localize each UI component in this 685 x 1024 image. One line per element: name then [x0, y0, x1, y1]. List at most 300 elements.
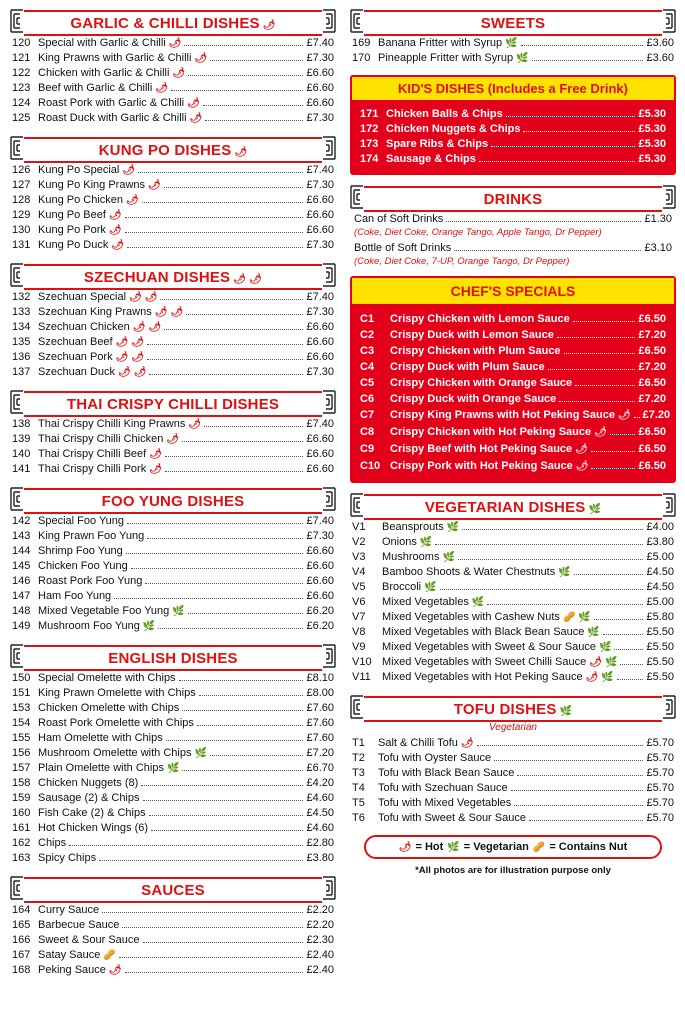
chefs-specials-block	[350, 276, 676, 483]
item-number: 172	[360, 123, 379, 135]
item-number: 169	[352, 37, 371, 49]
item-price: £7.20	[642, 409, 671, 421]
item-name: Fish Cake (2) & Chips	[38, 807, 146, 819]
chefs-specials-title: CHEF'S SPECIALS	[352, 278, 674, 306]
item-number: 166	[12, 934, 31, 946]
menu-item-row	[352, 751, 674, 766]
section-header-bar	[364, 696, 662, 722]
leader-dots	[149, 374, 303, 375]
item-number: 124	[12, 97, 31, 109]
hot-icon: 🌶	[122, 165, 136, 176]
hot-icon: 🌶	[575, 461, 589, 472]
section-header	[10, 643, 336, 669]
vegetarian-icon: 🌿	[419, 537, 433, 548]
menu-item-row	[12, 791, 334, 806]
item-name: Hot Chicken Wings (6)	[38, 822, 149, 834]
item-number: C6	[360, 393, 375, 405]
item-price: £3.60	[646, 37, 674, 49]
item-name: Mixed Vegetables with Sweet & Sour Sauce 🌿	[382, 641, 612, 653]
item-name: Sweet & Sour Sauce	[38, 934, 140, 946]
section-garlic-chilli	[10, 8, 336, 126]
hot-icon: 🌶	[108, 225, 122, 236]
item-price: £6.60	[306, 590, 334, 602]
menu-item-row	[352, 152, 674, 167]
section-items	[350, 736, 676, 826]
item-price: £6.60	[306, 351, 334, 363]
section-title: THAI CRISPY CHILLI DISHES	[66, 395, 280, 413]
leader-dots	[462, 529, 643, 530]
item-price: £6.60	[306, 67, 334, 79]
menu-item-row	[12, 686, 334, 701]
menu-item-row	[12, 365, 334, 380]
item-price: £3.60	[646, 52, 674, 64]
item-price: £6.60	[306, 463, 334, 475]
menu-item-row	[352, 610, 674, 625]
item-number: V11	[352, 671, 371, 683]
menu-item-row	[12, 163, 334, 178]
item-number: T6	[352, 812, 365, 824]
item-name: Thai Crispy Chilli Chicken 🌶	[38, 433, 180, 445]
item-price: £6.60	[306, 433, 334, 445]
item-price: £5.00	[646, 551, 674, 563]
section-items	[10, 671, 336, 866]
hot-icon: 🌶	[460, 738, 474, 749]
menu-item-row	[352, 343, 674, 359]
item-number: 160	[12, 807, 31, 819]
vegetarian-icon: 🌿	[599, 642, 612, 653]
item-name: Crispy King Prawns with Hot Peking Sauce 🌶	[390, 409, 631, 421]
menu-item-row	[12, 589, 334, 604]
kids-dishes-title: KID'S DISHES (Includes a Free Drink)	[352, 77, 674, 102]
hot-icon: 🌶	[166, 434, 180, 445]
item-price: £7.40	[306, 515, 334, 527]
item-number: 171	[360, 108, 379, 120]
hot-icon: 🌶	[594, 427, 607, 438]
menu-item-row	[12, 36, 334, 51]
corner-bracket-ornament	[662, 8, 676, 22]
leader-dots	[99, 860, 303, 861]
leader-dots	[458, 559, 644, 560]
corner-bracket-ornament	[10, 135, 24, 149]
leader-dots	[494, 760, 643, 761]
item-price: £5.50	[646, 671, 674, 683]
leader-dots	[119, 957, 304, 958]
leader-dots	[182, 710, 303, 711]
leader-dots	[557, 337, 636, 338]
leader-dots	[594, 619, 644, 620]
section-items	[10, 290, 336, 380]
item-number: C9	[360, 443, 375, 455]
item-number: 122	[12, 67, 31, 79]
item-name: Kung Po Chicken 🌶	[38, 194, 139, 206]
section-items	[10, 514, 336, 634]
corner-bracket-ornament	[10, 875, 24, 889]
item-number: 131	[12, 239, 31, 251]
item-name: Mushrooms 🌿	[382, 551, 455, 563]
menu-item-row	[12, 223, 334, 238]
vegetarian-icon: 🌿	[516, 53, 529, 64]
menu-item-row	[12, 96, 334, 111]
item-price: £7.20	[638, 393, 666, 405]
item-price: £6.50	[638, 443, 666, 455]
item-number: 126	[12, 164, 31, 176]
item-number: 162	[12, 837, 31, 849]
vegetarian-icon: 🌿	[172, 606, 185, 617]
menu-item-row	[352, 441, 674, 458]
hot-icon: 🌶	[132, 322, 146, 333]
leader-dots	[158, 628, 303, 629]
section-title: TOFU DISHES 🌿	[453, 700, 573, 718]
drink-name: Bottle of Soft Drinks	[354, 242, 452, 254]
item-number: 123	[12, 82, 31, 94]
item-name: Chicken Nuggets & Chips	[386, 123, 521, 135]
menu-item-row	[12, 776, 334, 791]
hot-icon: 🌶	[188, 419, 202, 430]
item-name: King Prawns with Garlic & Chilli 🌶	[38, 52, 208, 64]
section-tofu	[350, 694, 676, 826]
hot-icon: 🌶	[249, 273, 263, 285]
menu-item-row	[352, 375, 674, 391]
menu-item-row	[352, 311, 674, 327]
corner-bracket-ornament	[10, 262, 24, 276]
item-number: 138	[12, 418, 31, 430]
vegetarian-icon: 🌿	[559, 705, 573, 717]
item-price: £5.30	[638, 138, 666, 150]
item-price: £5.50	[646, 641, 674, 653]
item-number: V3	[352, 551, 366, 563]
menu-item-row	[12, 432, 334, 447]
item-number: 174	[360, 153, 379, 165]
drink-options-note: (Coke, Diet Coke, Orange Tango, Apple Tango, Dr Pepper)	[354, 227, 602, 238]
menu-item-row	[352, 458, 674, 475]
item-number: C10	[360, 460, 381, 472]
item-number: 167	[12, 949, 31, 961]
menu-item-row	[352, 670, 674, 685]
item-number: T3	[352, 767, 365, 779]
menu-item-row	[12, 51, 334, 66]
item-price: £7.30	[306, 306, 334, 318]
item-number: 144	[12, 545, 31, 557]
leader-dots	[435, 544, 643, 545]
leader-dots	[182, 770, 303, 771]
kids-dishes-block	[350, 75, 676, 175]
leader-dots	[186, 314, 303, 315]
leader-dots	[188, 75, 303, 76]
section-header	[10, 389, 336, 415]
item-number: V10	[352, 656, 372, 668]
item-price: £6.60	[306, 545, 334, 557]
menu-item-row	[352, 781, 674, 796]
leader-dots	[197, 725, 304, 726]
item-name: Plain Omelette with Chips 🌿	[38, 762, 180, 774]
item-number: 147	[12, 590, 31, 602]
menu-item-row	[12, 305, 334, 320]
leader-dots	[634, 417, 640, 418]
menu-item-row	[12, 111, 334, 126]
hot-icon: 🌶	[155, 83, 169, 94]
leader-dots	[548, 369, 636, 370]
hot-icon: 🌶	[131, 337, 145, 348]
item-name: Roast Duck with Garlic & Chilli 🌶	[38, 112, 203, 124]
item-number: 135	[12, 336, 31, 348]
leader-dots	[564, 353, 636, 354]
menu-item-row	[12, 574, 334, 589]
hot-icon: 🌶	[129, 292, 142, 303]
item-name: Curry Sauce	[38, 904, 100, 916]
item-number: 149	[12, 620, 31, 632]
hot-icon: 🌶	[617, 410, 631, 421]
menu-item-row	[352, 359, 674, 375]
section-header	[350, 492, 676, 518]
item-price: £6.50	[638, 426, 666, 438]
section-header	[10, 262, 336, 288]
leader-dots	[114, 598, 303, 599]
leader-dots	[188, 613, 304, 614]
leader-dots	[125, 232, 304, 233]
item-name: Chicken Nuggets (8)	[38, 777, 139, 789]
section-english	[10, 643, 336, 866]
leader-dots	[532, 60, 644, 61]
section-header	[350, 8, 676, 34]
item-name: Crispy Duck with Plum Sauce	[390, 361, 545, 373]
vegetarian-icon: 🌿	[588, 503, 602, 515]
item-name: Crispy Chicken with Orange Sauce	[390, 377, 573, 389]
item-name: Mushroom Foo Yung 🌿	[38, 620, 156, 632]
leader-dots	[143, 800, 304, 801]
vegetarian-icon: 🌿	[578, 612, 591, 623]
section-items	[10, 36, 336, 126]
item-price: £7.30	[306, 179, 334, 191]
item-name: Salt & Chilli Tofu 🌶	[378, 737, 474, 749]
hot-icon: 🌶	[233, 273, 247, 285]
menu-item-row	[12, 417, 334, 432]
menu-item-row	[12, 350, 334, 365]
hot-icon: 🌶	[111, 240, 125, 251]
menu-item-row	[12, 948, 334, 963]
corner-bracket-ornament	[322, 486, 336, 500]
item-name: Roast Pork Foo Yung	[38, 575, 143, 587]
leader-dots	[125, 217, 304, 218]
item-name: Beansprouts 🌿	[382, 521, 460, 533]
item-price: £2.30	[306, 934, 334, 946]
item-name: Chicken Foo Yung	[38, 560, 128, 572]
hot-icon: 🌶	[118, 367, 131, 378]
leader-dots	[454, 250, 641, 251]
item-price: £3.80	[646, 536, 674, 548]
item-number: 155	[12, 732, 31, 744]
menu-item-row	[352, 766, 674, 781]
hot-icon: 🌶	[170, 307, 184, 318]
section-items	[10, 903, 336, 978]
item-price: £4.60	[306, 792, 334, 804]
item-name: Szechuan Beef 🌶 🌶	[38, 336, 145, 348]
item-price: £7.60	[306, 702, 334, 714]
item-price: £5.80	[646, 611, 674, 623]
section-header-bar	[24, 137, 322, 163]
item-name: Sausage (2) & Chips	[38, 792, 140, 804]
leader-dots	[203, 105, 304, 106]
item-name: King Prawn Foo Yung	[38, 530, 145, 542]
menu-item-row	[12, 761, 334, 776]
leader-dots	[141, 785, 303, 786]
item-number: V7	[352, 611, 366, 623]
leader-dots	[210, 60, 303, 61]
item-number: T4	[352, 782, 365, 794]
menu-item-row	[12, 836, 334, 851]
menu-item-row	[12, 193, 334, 208]
hot-icon: 🌶	[115, 337, 129, 348]
menu-item-row	[12, 933, 334, 948]
hot-key-label: = Hot	[415, 841, 444, 853]
item-number: 125	[12, 112, 31, 124]
leader-dots	[165, 456, 304, 457]
item-number: 127	[12, 179, 31, 191]
menu-item-row	[12, 619, 334, 634]
leader-dots	[147, 344, 303, 345]
item-number: C5	[360, 377, 375, 389]
leader-dots	[122, 927, 303, 928]
item-price: £2.40	[306, 964, 334, 976]
veg-key-label: = Vegetarian	[463, 841, 529, 853]
corner-bracket-ornament	[322, 643, 336, 657]
menu-item-row	[12, 731, 334, 746]
vegetarian-icon: 🌿	[446, 522, 460, 533]
item-name: Spare Ribs & Chips	[386, 138, 489, 150]
menu-item-row	[352, 535, 674, 550]
item-name: Broccoli 🌿	[382, 581, 437, 593]
leader-dots	[614, 649, 643, 650]
item-price: £7.20	[638, 361, 666, 373]
hot-icon: 🌶	[262, 19, 276, 31]
drinks-items	[350, 212, 676, 267]
hot-icon: 🌶	[168, 38, 182, 49]
item-number: 140	[12, 448, 31, 460]
leader-dots	[143, 942, 304, 943]
section-items	[350, 520, 676, 685]
item-name: Chicken Omelette with Chips	[38, 702, 180, 714]
leader-dots	[184, 45, 303, 46]
item-number: 157	[12, 762, 31, 774]
menu-item-row	[352, 520, 674, 535]
item-name: Kung Po Pork 🌶	[38, 224, 122, 236]
item-price: £5.30	[638, 123, 666, 135]
item-name: Chips	[38, 837, 67, 849]
leader-dots	[164, 329, 303, 330]
kids-dishes-items	[352, 102, 674, 173]
item-price: £4.50	[646, 581, 674, 593]
hot-icon: 🌶	[144, 292, 158, 303]
nut-key-label: = Contains Nut	[549, 841, 628, 853]
item-name: Crispy Duck with Lemon Sauce	[390, 329, 554, 341]
leader-dots	[205, 120, 303, 121]
item-price: £6.60	[306, 336, 334, 348]
item-name: Crispy Chicken with Lemon Sauce	[390, 313, 570, 325]
section-vegetarian	[350, 492, 676, 685]
section-title: GARLIC & CHILLI DISHES 🌶	[70, 14, 276, 32]
menu-item-row	[12, 701, 334, 716]
menu-item-row	[352, 550, 674, 565]
leader-dots	[165, 471, 304, 472]
item-name: Tofu with Black Bean Sauce	[378, 767, 515, 779]
leader-dots	[179, 680, 304, 681]
vegetarian-icon: 🌿	[194, 748, 207, 759]
item-name: Sausage & Chips	[386, 153, 476, 165]
corner-bracket-ornament	[322, 389, 336, 403]
item-price: £4.50	[646, 566, 674, 578]
vegetarian-icon: 🌿	[558, 567, 571, 578]
item-price: £4.50	[306, 807, 334, 819]
item-number: 143	[12, 530, 31, 542]
item-price: £5.50	[646, 626, 674, 638]
item-number: V6	[352, 596, 366, 608]
item-price: £7.30	[306, 530, 334, 542]
item-name: Crispy Pork with Hot Peking Sauce 🌶	[390, 460, 589, 472]
leader-dots	[523, 131, 635, 132]
item-number: 120	[12, 37, 31, 49]
item-name: Szechuan King Prawns 🌶 🌶	[38, 306, 184, 318]
item-number: V2	[352, 536, 366, 548]
item-price: £5.70	[646, 797, 674, 809]
item-number: 142	[12, 515, 31, 527]
leader-dots	[151, 830, 303, 831]
leader-dots	[610, 434, 636, 435]
leader-dots	[145, 583, 303, 584]
hot-icon: 🌶	[133, 367, 147, 378]
item-number: 133	[12, 306, 31, 318]
item-price: £3.80	[306, 852, 334, 864]
leader-dots	[446, 221, 641, 222]
item-name: Tofu with Mixed Vegetables	[378, 797, 512, 809]
symbol-key-box	[364, 835, 662, 859]
menu-item-row	[12, 963, 334, 978]
menu-item-row	[352, 811, 674, 826]
section-header-bar	[364, 186, 662, 212]
hot-icon: 🌶	[187, 98, 200, 109]
item-name: Tofu with Sweet & Sour Sauce	[378, 812, 526, 824]
item-price: £6.50	[638, 460, 666, 472]
item-price: £6.20	[306, 620, 334, 632]
menu-item-row	[352, 640, 674, 655]
item-number: V9	[352, 641, 366, 653]
photo-footnote: *All photos are for illustration purpose only	[415, 865, 611, 876]
item-name: Pineapple Fritter with Syrup 🌿	[378, 52, 529, 64]
vegetarian-icon: 🌿	[424, 582, 437, 593]
corner-bracket-ornament	[10, 8, 24, 22]
leader-dots	[142, 202, 304, 203]
menu-item-row	[12, 821, 334, 836]
item-number: 148	[12, 605, 31, 617]
item-name: Mixed Vegetables 🌿	[382, 596, 485, 608]
item-price: £2.80	[306, 837, 334, 849]
section-title: KUNG PO DISHES 🌶	[98, 141, 248, 159]
item-number: 129	[12, 209, 31, 221]
item-number: 145	[12, 560, 31, 572]
item-price: £4.60	[306, 822, 334, 834]
leader-dots	[69, 845, 303, 846]
hot-icon: 🌶	[148, 180, 161, 191]
item-price: £6.70	[306, 762, 334, 774]
item-price: £7.30	[306, 239, 334, 251]
vegetarian-icon: 🌿	[471, 597, 485, 608]
item-number: V5	[352, 581, 366, 593]
item-name: Onions 🌿	[382, 536, 433, 548]
nut-icon: 🥜	[562, 612, 576, 623]
item-name: Roast Pork with Garlic & Chilli 🌶	[38, 97, 200, 109]
item-number: T1	[352, 737, 365, 749]
menu-item-row	[12, 544, 334, 559]
leader-dots	[147, 538, 303, 539]
section-items	[10, 163, 336, 253]
